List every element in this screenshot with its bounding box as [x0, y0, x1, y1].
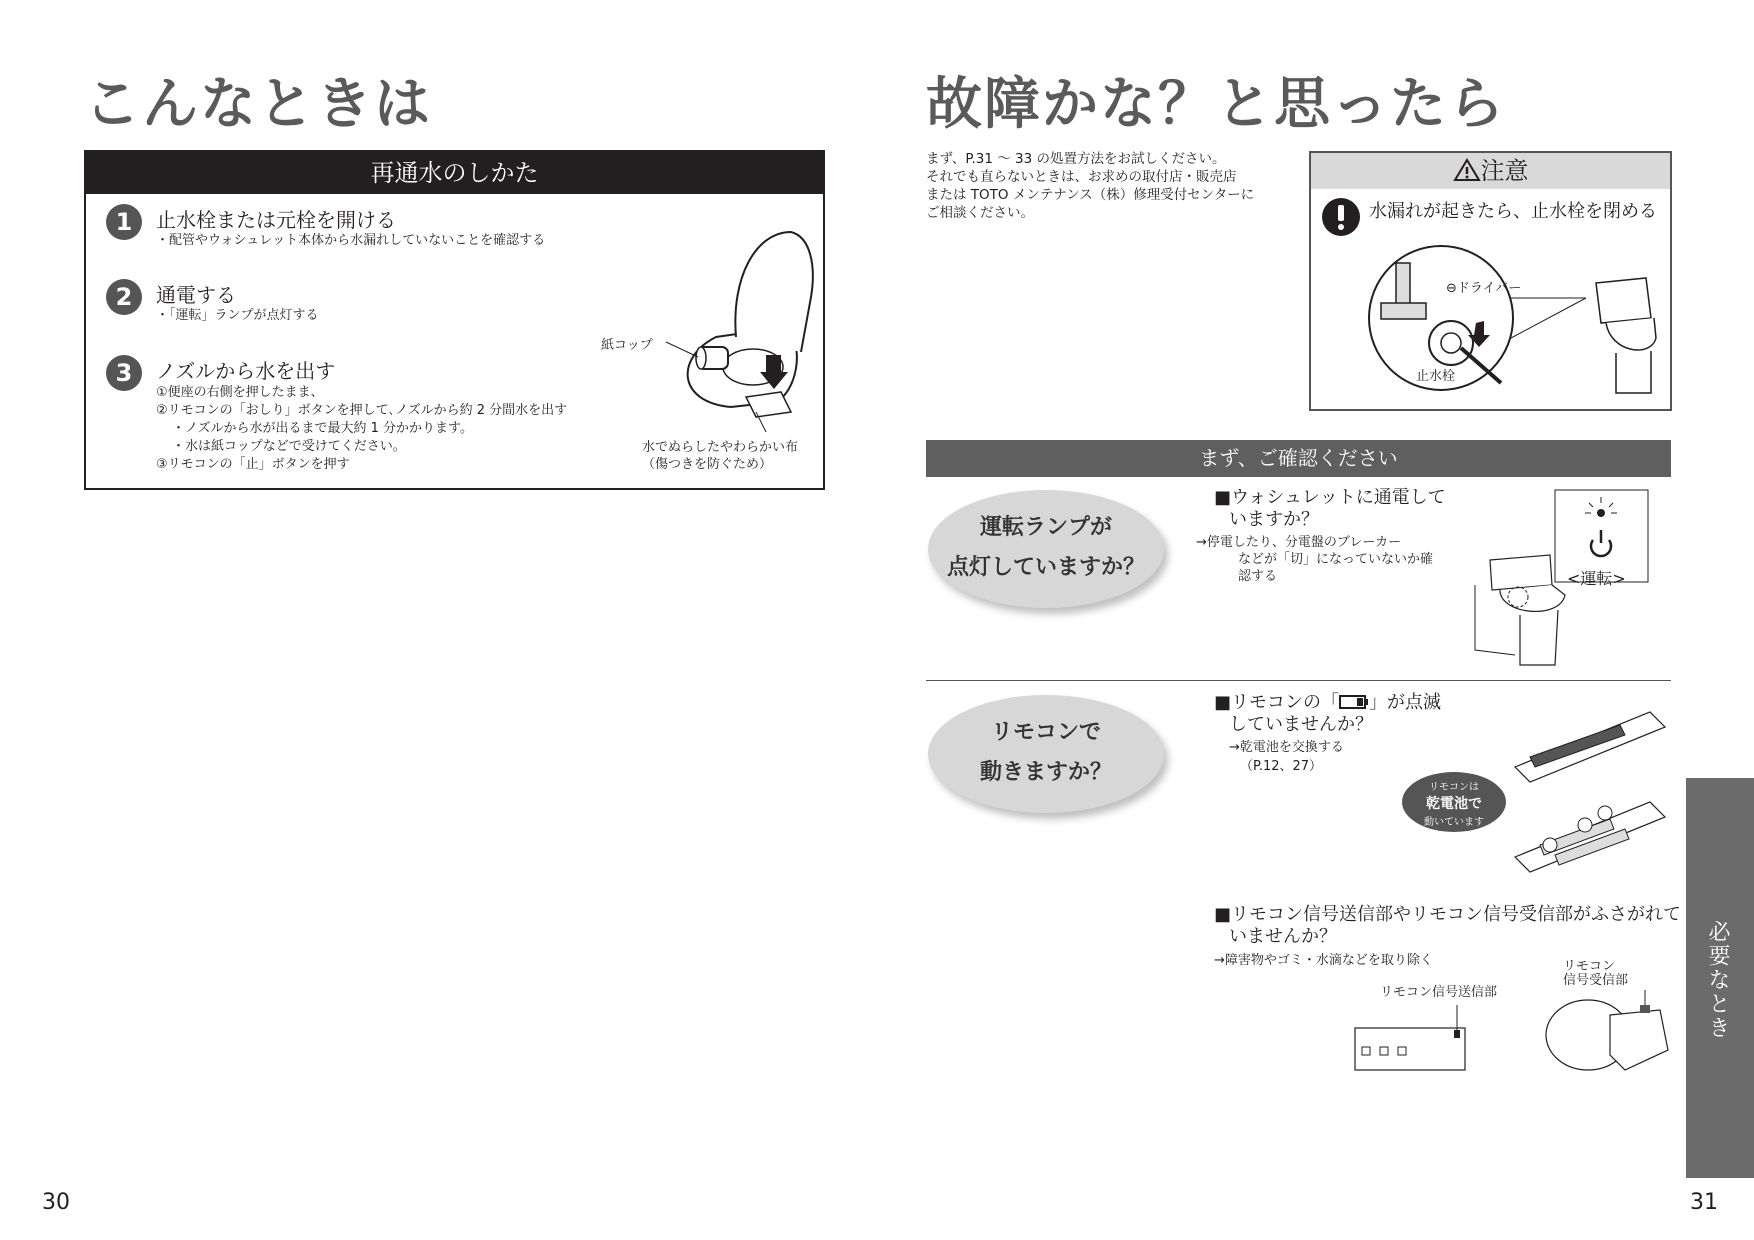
- section-header: 再通水のしかた: [86, 152, 823, 194]
- check2-answer-2: （P.12、27）: [1240, 759, 1323, 774]
- battery-icon: [1339, 694, 1369, 710]
- step-note-1: ・配管やウォシュレット本体から水漏れしていないことを確認する: [156, 233, 546, 248]
- sender-label: リモコン信号送信部: [1380, 985, 1498, 1000]
- check-divider: [926, 680, 1671, 681]
- battery-badge-line-2: 乾電池で: [1426, 796, 1482, 812]
- check3-question-1: ■リモコン信号送信部やリモコン信号受信部がふさがれて: [1214, 904, 1682, 925]
- caution-message: 水漏れが起きたら、止水栓を閉める: [1369, 201, 1657, 222]
- page-number-left: 30: [42, 1190, 70, 1215]
- intro-line-3: または TOTO メンテナンス（株）修理受付センターに: [926, 187, 1255, 203]
- exclamation-icon: [1321, 197, 1361, 237]
- check2-question-1-end: 」が点滅: [1369, 692, 1442, 713]
- cloth-label-1: 水でぬらしたやわらかい布: [642, 440, 799, 455]
- receiver-label-2: 信号受信部: [1563, 973, 1629, 988]
- step-heading-3: ノズルから水を出す: [156, 359, 336, 383]
- check-bubble-remote: [928, 695, 1164, 813]
- step-note-3a: ①便座の右側を押したまま、: [156, 385, 324, 400]
- caution-header-label: 注意: [1480, 157, 1529, 185]
- check2-question-2: していませんか？: [1229, 714, 1373, 735]
- check1-question-1: ■ウォシュレットに通電して: [1214, 487, 1446, 508]
- check3-answer: →障害物やゴミ・水滴などを取り除く: [1214, 953, 1433, 968]
- bubble-line-2: 動きますか？: [979, 760, 1112, 785]
- step-note-3d: ・水は紙コップなどで受けてください。: [172, 439, 406, 454]
- check1-question-2: いますか？: [1229, 509, 1319, 530]
- page-title-left: こんなときは: [84, 72, 432, 137]
- step-note-3c: ・ノズルから水が出るまで最大約 1 分かかります。: [172, 421, 473, 436]
- check2-question-1: [1214, 692, 1441, 714]
- remote-battery-illustration: [1510, 697, 1672, 892]
- check2-answer-1: →乾電池を交換する: [1229, 740, 1344, 755]
- battery-badge: [1402, 772, 1506, 832]
- battery-badge-line-3: 動いています: [1424, 817, 1484, 828]
- check1-answer-1: →停電したり、分電盤のブレーカー: [1196, 535, 1402, 550]
- side-tab-label: 必要なとき: [1705, 920, 1730, 1040]
- intro-line-4: ご相談ください。: [926, 205, 1034, 221]
- remote-sender-illustration: [1350, 1000, 1475, 1075]
- cup-label: 紙コップ: [601, 338, 653, 353]
- driver-label: ⊖ドライバー: [1446, 281, 1522, 296]
- step-heading-1: 止水栓または元栓を開ける: [156, 208, 396, 232]
- check1-answer-3: 認する: [1238, 569, 1278, 584]
- page-number-right: 31: [1690, 1190, 1718, 1215]
- intro-line-1: まず、P.31 ～ 33 の処置方法をお試しください。: [926, 151, 1226, 167]
- step-note-3e: ③リモコンの「止」ボタンを押す: [156, 457, 350, 472]
- lamp-label: <運転>: [1567, 569, 1626, 588]
- check3-question-2: いませんか？: [1229, 926, 1337, 947]
- bubble-line-1: リモコンで: [990, 720, 1101, 745]
- step-heading-2: 通電する: [156, 283, 236, 307]
- check2-question-1-start: ■リモコンの「: [1214, 692, 1340, 713]
- caution-box: [1309, 151, 1672, 411]
- step-number-1: 1: [106, 204, 142, 240]
- reconnect-water-section: [84, 150, 825, 490]
- step-number-3: 3: [106, 355, 142, 391]
- shutoff-valve-illustration: [1366, 243, 1666, 403]
- cloth-label-2: （傷つきを防ぐため）: [642, 457, 773, 472]
- check-bubble-lamp: [928, 490, 1164, 608]
- page-title-right: 故障かな？と思ったら: [926, 72, 1506, 137]
- step-note-3b: ②リモコンの「おしり」ボタンを押して､ノズルから約 2 分間水を出す: [156, 403, 568, 418]
- intro-line-2: それでも直らないときは、お求めの取付店・販売店: [926, 169, 1237, 185]
- valve-label: 止水栓: [1416, 369, 1456, 384]
- step-note-2: ・「運転」ランプが点灯する: [156, 308, 319, 323]
- bubble-line-1: 運転ランプが: [979, 515, 1112, 540]
- receiver-label-1: リモコン: [1563, 959, 1616, 974]
- battery-badge-line-1: リモコンは: [1429, 782, 1479, 793]
- seat-receiver-illustration: [1540, 985, 1675, 1085]
- caution-header: [1311, 153, 1670, 189]
- warning-triangle-icon: [1453, 158, 1481, 182]
- step-number-2: 2: [106, 279, 142, 315]
- bubble-line-2: 点灯していますか？: [946, 555, 1145, 580]
- toilet-seat-cup-illustration: [606, 207, 816, 437]
- check-header: まず、ご確認ください: [926, 440, 1671, 477]
- check1-answer-2: などが「切」になっていないか確: [1238, 552, 1434, 567]
